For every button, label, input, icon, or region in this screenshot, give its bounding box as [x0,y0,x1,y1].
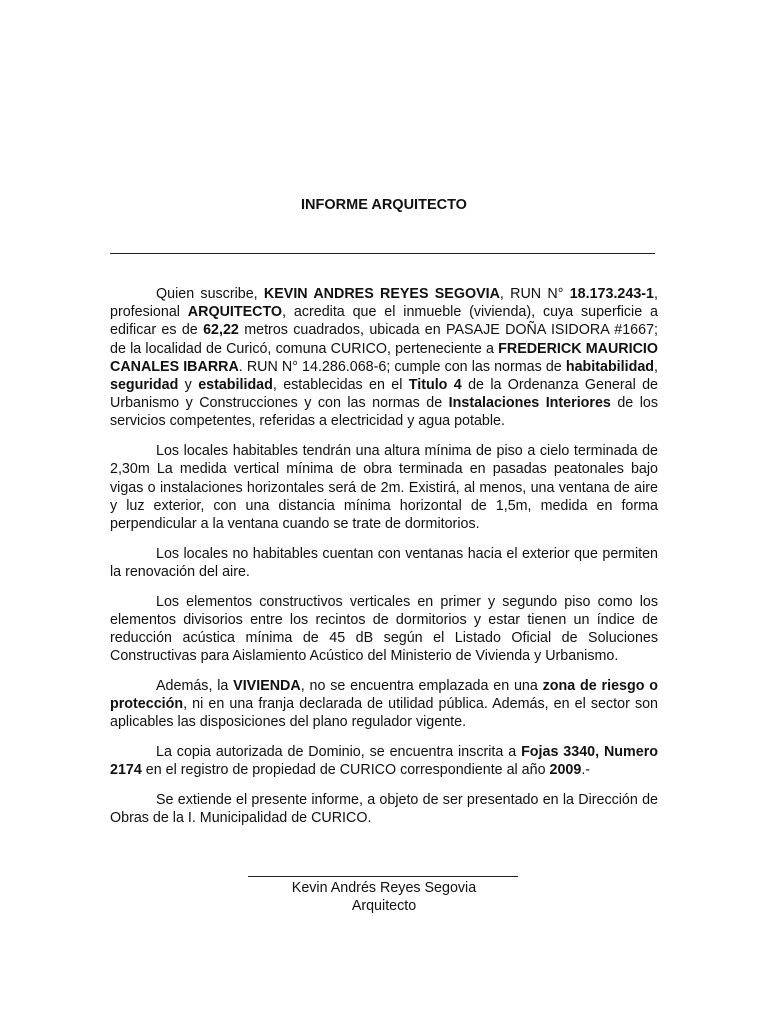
paragraph-declaration [110,285,658,431]
text-run: .- [581,762,591,779]
registry-year: 2009 [549,762,582,779]
signature-role: Arquitecto [351,898,417,914]
paragraph-habitable: Los locales habitables tendrán una altura mínima de piso a cielo terminada de 2,30m La medida vertical mínima de obra terminada en pasadas peatonales bajo vigas o instalaciones horizontales será de 2m. Existirá, al menos, una ventana de aire y luz exterior, con una distancia mínima horizontal de 1,5m, medida en forma perpendicular a la ventana cuando se trate de dormitorios. [110,443,658,532]
signature-line [248,876,518,877]
paragraph-closing: Se extiende el presente informe, a objeto de ser presentado en la Dirección de Obras de la I. Municipalidad de CURICO. [110,791,658,827]
profession: ARQUITECTO [187,304,283,321]
fojas-numero: Fojas 3340, Numero 2174 [110,743,658,779]
text-run: de la Ordenanza General de Urbanismo y Construcciones y con las normas de [110,377,659,412]
text-run: La copia autorizada de Dominio, se encuentra inscrita a [156,743,522,760]
architect-name: KEVIN ANDRES REYES SEGOVIA [263,286,500,302]
document-title: INFORME ARQUITECTO [301,197,467,213]
title-underline [110,253,655,254]
keyword-vivienda: VIVIENDA [233,677,301,694]
keyword-instalaciones: Instalaciones Interiores [448,395,611,412]
surface-area: 62,22 [203,322,239,339]
paragraph-acoustic: Los elementos constructivos verticales en primer y segundo piso como los elementos divisorios entre los recintos de dormitorios y estar tienen un índice de reducción acústica mínima de 45 dB según el Listado Oficial de Soluciones Constructivas para Aislamiento Acústico del Ministerio de Vivienda y Urbanismo. [110,593,658,665]
architect-run: 18.173.243-1 [569,286,655,302]
signature-name: Kevin Andrés Reyes Segovia [291,880,477,896]
text-run: y [178,377,199,394]
keyword-estabilidad: estabilidad [198,377,273,394]
text-run: metros cuadrados, ubicada en PASAJE DOÑA ISIDORA #1667; de la localidad de Curicó, comuna CURICO, perteneciente a [110,322,659,357]
paragraph-dominio [110,743,658,779]
text-run: Además, la [156,677,234,694]
text-run: , acredita que el inmueble (vivienda), cuya superficie a edificar es de [110,304,658,339]
keyword-habitabilidad: habitabilidad [565,358,655,375]
text-run: Quien suscribe, [156,286,264,302]
text-run: , RUN N° [499,286,570,302]
paragraph-risk-zone [110,677,658,732]
keyword-seguridad: seguridad [110,377,179,394]
text-run: , establecidas en el [272,377,409,394]
document-body [110,285,658,839]
keyword-zona-riesgo: zona de riesgo o protección [110,677,658,713]
text-run: , no se encuentra emplazada en una [300,677,543,694]
text-run: de los servicios competentes, referidas a electricidad y agua potable. [110,395,659,430]
text-run: , ni en una franja declarada de utilidad pública. Además, en el sector son aplicables las disposiciones del plano regulador vigente. [110,696,658,731]
text-run: . RUN N° 14.286.068-6; cumple con las normas de [238,358,566,375]
paragraph-non-habitable: Los locales no habitables cuentan con ventanas hacia el exterior que permiten la renovación del aire. [110,545,658,580]
text-run: , [654,358,658,375]
owner-name: FREDERICK MAURICIO CANALES IBARRA [110,340,658,375]
text-run: , profesional [110,286,658,321]
text-run: en el registro de propiedad de CURICO correspondiente al año [141,762,550,779]
keyword-titulo: Titulo 4 [408,377,462,394]
